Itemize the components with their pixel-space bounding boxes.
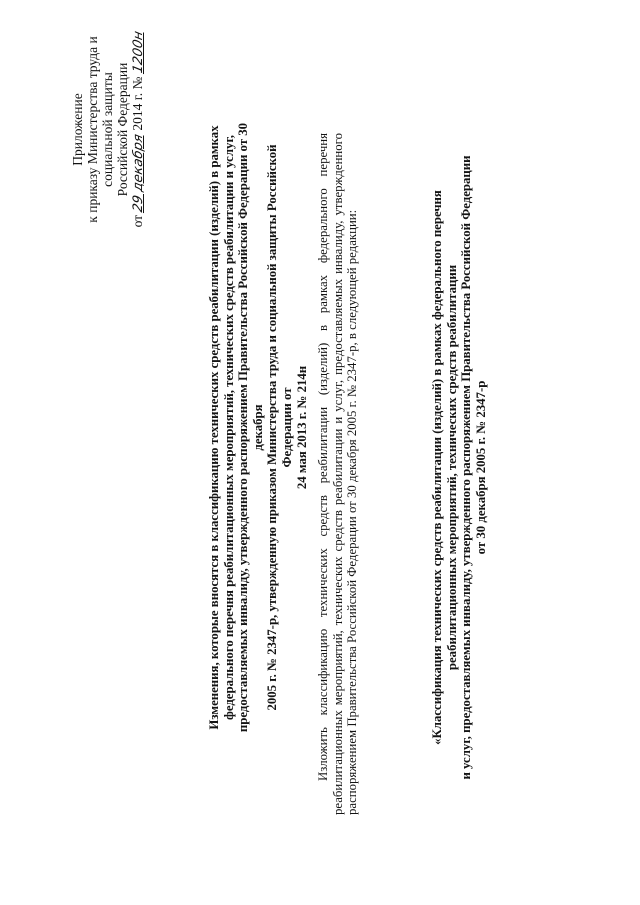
classification-title [430,95,488,840]
approval-heading: Приложение [70,93,85,166]
title-line-5: 24 мая 2013 г. № 214н [294,365,309,490]
classification-title-line-4: от 30 декабря 2005 г. № 2347-р [473,380,488,555]
approval-date-line [130,22,146,237]
date-prefix: от [130,214,145,228]
handwritten-date: 29 декабря [131,132,146,214]
handwritten-number: 1200н [131,29,146,75]
classification-title-line-3: и услуг, предоставляемых инвалиду, утвержденного распоряжением Правительства Российской Федерации [459,155,474,780]
approval-line-1: к приказу Министерства труда и [85,36,100,223]
classification-title-line-1: «Классификация технических средств реабилитации (изделий) в рамках федерального перечня [430,190,444,745]
approval-line-2: социальной защиты [100,72,115,187]
classification-title-line-2: реабилитационных мероприятий, технических средств реабилитации [444,264,459,671]
title-line-3: предоставляемых инвалиду, утвержденного распоряжением Правительства Российской Федерации от 30 декабря [236,122,265,733]
date-year: 2014 г. [130,92,145,131]
changes-title [207,120,309,735]
title-line-2: федерального перечня реабилитационных мероприятий, технических средств реабилитации и услуг, [221,134,236,721]
body-paragraph: Изложить классификацию технических средств реабилитации (изделий) в рамках федерального перечня реабилитационных мероприятий, технических средств реабилитации и услуг, предоставляемых инвалиду, утвержденного распоряжением Правительства Российской Федерации от 30 декабря 2005 г. № 2347-р, в следующей редакции: [316,133,360,815]
approval-block [70,22,146,237]
approval-line-3: Российской Федерации [115,62,130,197]
number-sign: № [130,76,145,90]
title-line-4: 2005 г. № 2347-р, утвержденную приказом Министерства труда и социальной защиты Российской Федерации от [265,144,294,711]
title-line-1: Изменения, которые вносятся в классификацию технических средств реабилитации (изделий) в рамках [207,125,221,730]
